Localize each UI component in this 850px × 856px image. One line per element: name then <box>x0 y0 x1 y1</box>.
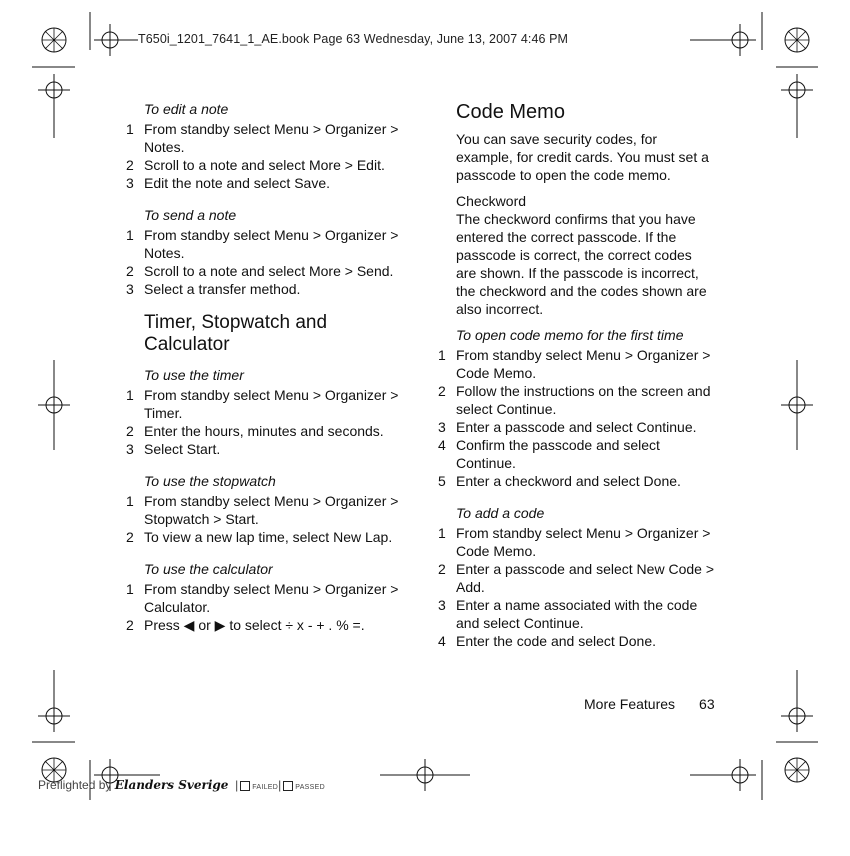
page-number: 63 <box>699 696 715 712</box>
list-item: 4 Enter the code and select Done. <box>438 633 657 649</box>
list-item: 2 Scroll to a note and select More > Send. <box>126 263 394 279</box>
list-item: 1 From standby select Menu > Organizer > Notes. <box>126 227 399 261</box>
crosshair-mark-bottom-right <box>724 759 756 791</box>
add-code-heading: To add a code <box>456 505 545 521</box>
list-item: 2 Press ◀ or ▶ to select ÷ x - + . % =. <box>126 617 365 633</box>
checkword-heading: Checkword <box>456 193 527 209</box>
list-item: 3 Enter a passcode and select Continue. <box>438 419 697 435</box>
preflight-prefix: Preflighted by <box>38 778 112 792</box>
list-item: 4 Confirm the passcode and select Continue. <box>438 437 660 471</box>
starburst-mark-top-right <box>785 28 809 52</box>
left-column <box>118 100 403 648</box>
send-note-heading: To send a note <box>144 207 237 223</box>
list-item: 3 Select a transfer method. <box>126 281 301 297</box>
list-item: 2 Enter the hours, minutes and seconds. <box>126 423 384 439</box>
crosshair-mark-left-middle <box>38 389 70 421</box>
add-code-steps <box>430 524 715 650</box>
list-item: 2 To view a new lap time, select New Lap. <box>126 529 393 545</box>
page-footer <box>584 696 715 712</box>
calculator-steps <box>118 580 403 634</box>
list-item: 3 Edit the note and select Save. <box>126 175 331 191</box>
preflight-stamp: Preflighted by Elanders Sverige | FAILED| PASSED <box>38 778 325 792</box>
right-column <box>430 100 715 664</box>
starburst-mark-top-left <box>42 28 66 52</box>
list-item: 1 From standby select Menu > Organizer > Timer. <box>126 387 399 421</box>
failed-checkbox-icon <box>240 781 250 791</box>
list-item: 3 Select Start. <box>126 441 221 457</box>
passed-checkbox-icon <box>283 781 293 791</box>
edit-note-heading: To edit a note <box>144 101 229 117</box>
crosshair-mark-top-right <box>724 24 756 56</box>
preflight-brand: Elanders Sverige <box>114 778 229 792</box>
starburst-mark-bottom-right <box>785 758 809 782</box>
footer-section-name: More Features <box>584 696 676 712</box>
list-item: 5 Enter a checkword and select Done. <box>438 473 681 489</box>
passed-label: PASSED <box>295 784 325 791</box>
list-item: 1 From standby select Menu > Organizer > Code Memo. <box>438 525 711 559</box>
calculator-heading: To use the calculator <box>144 561 273 577</box>
list-item: 3 Enter a name associated with the code and select Continue. <box>438 597 698 631</box>
crosshair-mark-right-lower <box>781 700 813 732</box>
failed-label: FAILED <box>252 784 279 791</box>
stopwatch-heading: To use the stopwatch <box>144 473 276 489</box>
open-first-heading: To open code memo for the first time <box>456 327 684 343</box>
list-item: 1 From standby select Menu > Organizer > Calculator. <box>126 581 399 615</box>
crosshair-mark-left-lower <box>38 700 70 732</box>
list-item: 1 From standby select Menu > Organizer > Notes. <box>126 121 399 155</box>
code-memo-intro: You can save security codes, for example, for credit cards. You must set a passcode to open the code memo. <box>456 131 709 183</box>
crosshair-mark-right-middle <box>781 389 813 421</box>
timer-heading: To use the timer <box>144 367 244 383</box>
list-item: 2 Scroll to a note and select More > Edit. <box>126 157 385 173</box>
stopwatch-steps <box>118 492 403 546</box>
crosshair-mark-top-left <box>94 24 126 56</box>
edit-note-steps <box>118 120 403 192</box>
list-item: 2 Enter a passcode and select New Code > Add. <box>438 561 714 595</box>
list-item: 1 From standby select Menu > Organizer > Code Memo. <box>438 347 711 381</box>
code-memo-title: Code Memo <box>456 101 565 123</box>
file-info-line: T650i_1201_7641_1_AE.book Page 63 Wednesday, June 13, 2007 4:46 PM <box>138 32 569 46</box>
timer-section-title: Timer, Stopwatch and Calculator <box>144 312 328 355</box>
send-note-steps <box>118 226 403 298</box>
crosshair-mark-bottom-center <box>409 759 441 791</box>
list-item: 2 Follow the instructions on the screen and select Continue. <box>438 383 711 417</box>
open-first-steps <box>430 346 715 490</box>
timer-steps <box>118 386 403 458</box>
list-item: 1 From standby select Menu > Organizer > Stopwatch > Start. <box>126 493 399 527</box>
checkword-text: The checkword confirms that you have entered the correct passcode. If the passcode is correct, the correct codes are shown. If the passcode is incorrect, the checkword and the codes shown are also incorrect. <box>456 211 707 317</box>
